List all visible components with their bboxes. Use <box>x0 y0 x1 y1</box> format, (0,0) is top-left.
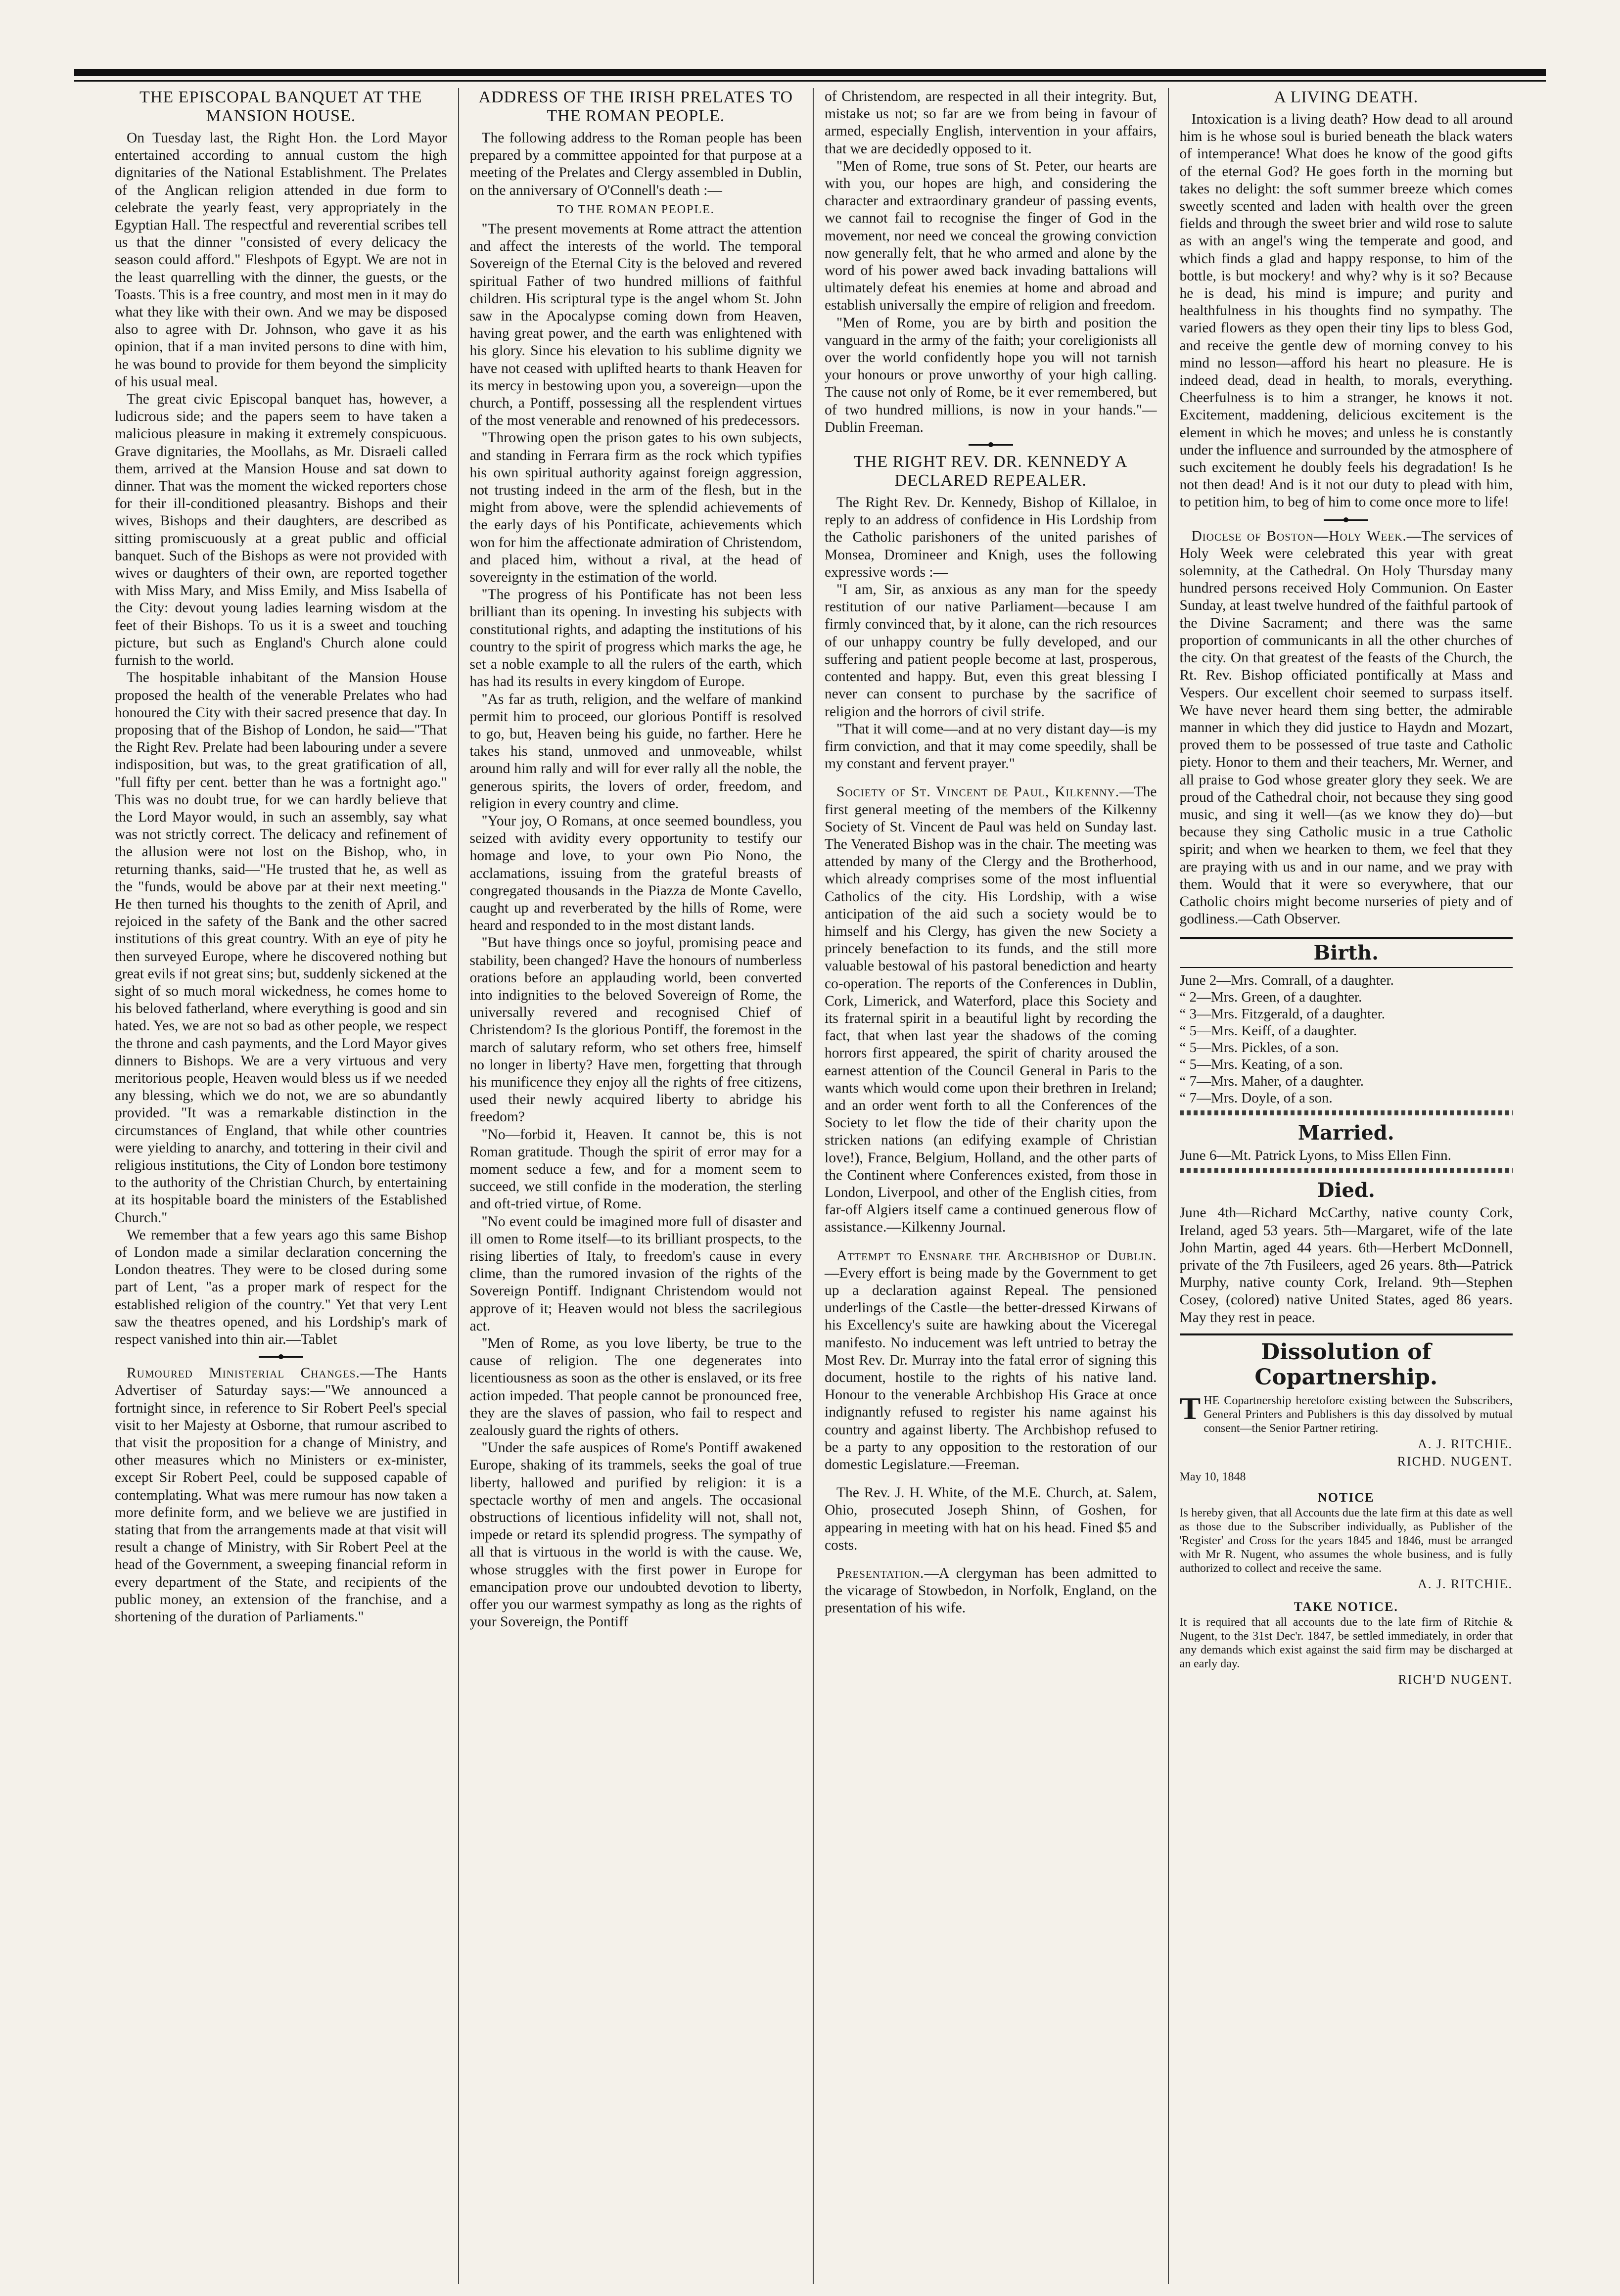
address-continued: of Christendom, are respected in all their integrity. But, mistake us not; so far are we from being in favour of armed, especially English, intervention in your affairs, that we are decidedly opposed to it. <box>825 89 1157 157</box>
svp-paragraph <box>825 783 1157 1236</box>
signature-ritchie-2: A. J. RITCHIE. <box>1418 1577 1513 1592</box>
article-title-kennedy: THE RIGHT REV. DR. KENNEDY A DECLARED REPEALER. <box>854 453 1128 490</box>
signature-ritchie: A. J. RITCHIE. <box>1418 1436 1513 1451</box>
birth-section-head <box>1180 937 1513 968</box>
attempt-text: —Every effort is being made by the Government to get up a declaration against Repeal. The pensioned underlings of the Castle—the better-dressed Kirwans of his Excellency's suite are hawking about the Viceregal manifesto. No inducement was left untried to betray the Most Rev. Dr. Murray into the fatal error of signing this document, hostile to the rights of his native land. Honour to the venerable Archbishop His Grace at once indignantly refused to register his name against his country and against liberty. The Archbishop refused to be a party to any opposition to the restoration of our domestic Legislature.—Freeman. <box>825 1265 1157 1473</box>
banquet-paragraph: The hospitable inhabitant of the Mansion House proposed the health of the venerable Prelates who had honoured the City with their sacred presence that day. In proposing that of the Bishop of London, he said—"That the Right Rev. Prelate had been labouring under a severe indisposition, but was, to the great gratification of all, "full fifty per cent. better than he was a fortnight ago." This was no doubt true, for we can hardly believe that the Lord Mayor would, in such an assembly, say what was not strictly correct. The delicacy and refinement of the allusion were not lost on the Bishop, who, in returning thanks, said—"He trusted that he, as well as the "funds, would be above par at their next meeting." He then turned his thoughts to the zenith of April, and rejoiced in the safety of the Bank and the other sacred institutions of this great country. With an eye of pity he then surveyed Europe, where he discovered nothing but great evils if not great sins; but, suddenly sickened at the sight of so much moral wickedness, he comes home to his beloved fatherland, where everything is good and sin hated. Yes, we are not so bad as other people, we respect the throne and cash payments, and the Lord Mayor gives dinners to Bishops. We are a very virtuous and very meritorious people, Heaven would bless us if we needed any blessing, which we do not, we are so abundantly provided. "It was a remarkable distinction in the circumstances of England, that while other countries were yielding to anarchy, and tottering in their civil and religious institutions, the City of London bore testimony to the authority of the Christian Church, by entertaining at its hospitable board the ministers of the Established Church." <box>115 670 447 1226</box>
address-salutation: TO THE ROMAN PEOPLE. <box>556 203 715 216</box>
birth-item: “ 2—Mrs. Green, of a daughter. <box>1179 989 1362 1006</box>
kennedy-paragraph: "That it will come—and at no very distant day—is my firm conviction, and that it may come speedily, shall be my constant and fervent prayer." <box>825 721 1157 772</box>
rumour-lead: Rumoured Ministerial Changes. <box>127 1365 360 1381</box>
attempt-lead: Attempt to Ensnare the Archbishop of Dublin. <box>836 1247 1157 1264</box>
signature-nugent-2: RICH'D NUGENT. <box>1398 1672 1513 1687</box>
address-paragraph: "As far as truth, religion, and the welfare of mankind permit him to proceed, our glorious Pontiff is resolved to go, but, Heaven being his guide, no farther. Here he takes his stand, unmoved and unmoveable, whilst around him rally and will for ever rally all the noble, the generous spirits, the lovers of order, freedom, and religion in every country and clime. <box>469 691 802 812</box>
address-paragraph: "Under the safe auspices of Rome's Pontiff awakened Europe, shaking of its trammels, seeks the goal of true liberty, hallowed and purified by religion: it is a spectacle worthy of men and angels. The occasional obstructions of licentious infidelity will not, shall not, impede or retard its splendid progress. The sympathy of all that is virtuous in the world is with the cause. We, whose struggles with the first power in Europe for emancipation prove our undoubted devotion to liberty, offer you our warmest sympathy as long as the rights of your Sovereign, the Pontiff <box>469 1440 802 1630</box>
birth-list <box>1180 972 1513 1106</box>
boston-lead: Diocese of Boston—Holy Week. <box>1191 528 1407 544</box>
signature-nugent: RICHD. NUGENT. <box>1397 1454 1513 1469</box>
article-title-living-death: A LIVING DEATH. <box>1274 88 1419 106</box>
address-paragraph: "The present movements at Rome attract the attention and affect the interests of the world. The temporal Sovereign of the Eternal City is the beloved and revered spiritual Father of two hundred millions of faithful children. His scriptural type is the angel whom St. John saw in the Apocalypse coming down from Heaven, having great power, and the earth was enlightened with his glory. Since his elevation to his sublime dignity we have not ceased with uplifted hearts to thank Heaven for its mercy in bestowing upon you, a sovereign—upon the church, a Pontiff, possessing all the resplendent virtues of the most venerable and renowned of his predecessors. <box>469 221 802 429</box>
wavy-rule <box>1180 1168 1513 1173</box>
notice-text: Is hereby given, that all Accounts due the late firm at this date as well as those due to the Subscriber individually, as Publisher of the 'Register' and Cross for the years 1845 and 1846, must be arranged with Mr R. Nugent, who assumes the whole business, and is fully authorized to collect and receive the same. <box>1179 1507 1513 1575</box>
boston-text: —The services of Holy Week were celebrated this year with great solemnity, at the Cathedral. On Holy Thursday many hundred persons received Holy Communion. On Easter Sunday, at least twelve hundred of the faithful partook of the Divine Sacrament; and there was the same proportion of communicants in all the other churches of the city. On that greatest of the feasts of the Church, the Rt. Rev. Bishop officiated pontifically at Mass and Vespers. Our excellent choir seemed to surpass itself. We have never heard them sing better, the admirable manner in which they did justice to Haydn and Mozart, proved them to be possessed of true taste and Catholic piety. Honor to them and their teachers, Mr. Werner, and all praise to God whose greater glory they seek. We are proud of the Cathedral choir, not because they sing good music, and sing it well—(as we know they do)—but because they sing Catholic music in a true Catholic spirit; and when we hearken to them, we feel that they are praying with us and in our name, and we pray with them. Would that it were so everywhere, that our Catholic choirs might become nurseries of piety and of godliness.—Cath Observer. <box>1179 528 1513 927</box>
presentation-lead: Presentation. <box>836 1565 925 1582</box>
dissolution-body: HE Copartnership heretofore existing between the Subscribers, General Printers and Publishers is this day dissolved by mutual consent—the Senior Partner retiring. <box>1203 1394 1513 1435</box>
column-3 <box>814 88 1169 2284</box>
died-paragraph: June 4th—Richard McCarthy, native county Cork, Ireland, aged 53 years. 5th—Margaret, wife of the late John Martin, aged 44 years. 6th—Herbert McDonnell, private of the 7th Fusileers, aged 26 years. 8th—Patrick Murphy, native county Cork, Ireland. 9th—Stephen Cosey, (colored) native United States, aged 86 years. May they rest in peace. <box>1179 1205 1513 1326</box>
banquet-paragraph: On Tuesday last, the Right Hon. the Lord Mayor entertained according to annual custom the high dignitaries of the National Establishment. The Prelates of the Anglican religion attended in due form to celebrate the yearly feast, very appropriately in the Egyptian Hall. The respectful and reverential scribes tell us that the dinner "consisted of every delicacy the season could afford." Fleshpots of Egypt. We are not in the least quarrelling with the dinner, the guests, or the Toasts. This is a free country, and most men in it may do what they like with their own. And we may be disposed also to agree with Dr. Johnson, who gave it as his opinion, that if a man invited persons to dine with him, he was bound to provide for them beyond the simplicity of his usual meal. <box>115 130 447 390</box>
separator <box>1324 519 1368 521</box>
address-intro: The following address to the Roman people has been prepared by a committee appointed for that purpose at a meeting of the Prelates and Clergy assembled in Dublin, on the anniversary of O'Connell's death :— <box>469 130 802 198</box>
attempt-paragraph <box>825 1247 1157 1474</box>
boston-paragraph <box>1180 528 1513 928</box>
column-1 <box>104 88 459 2284</box>
wavy-rule <box>1180 1110 1513 1115</box>
address-continued: "Men of Rome, true sons of St. Peter, our hearts are with you, our hopes are high, and considering the character and extraordinary grandeur of passing events, we cannot fail to recognise the finger of God in the movement, nor need we conceal the growing conviction now generally felt, that he who armed and alone by the word of his power awed back invading battalions will ultimately defeat his enemies at home and abroad and establish universally the empire of religion and freedom. <box>825 158 1157 314</box>
presentation-paragraph <box>825 1565 1157 1617</box>
rumour-paragraph <box>115 1365 447 1626</box>
take-notice-text: It is required that all accounts due to the late firm of Ritchie & Nugent, to the 31st Dec'r. 1847, be settled immediately, in order that any demands which exist against the said firm may be discharged at an early day. <box>1179 1615 1513 1670</box>
address-continued: "Men of Rome, you are by birth and position the vanguard in the army of the faith; your coreligionists all over the world confidently hope you will not tarnish your honours or prove unworthy of your high calling. The cause not only of Rome, be it ever remembered, but of two hundred millions, is now in your hands."—Dublin Freeman. <box>825 315 1157 435</box>
birth-item: “ 5—Mrs. Keating, of a son. <box>1179 1056 1343 1073</box>
notice-heading: NOTICE <box>1317 1490 1375 1505</box>
separator <box>259 1356 303 1358</box>
address-paragraph: "Men of Rome, as you love liberty, be true to the cause of religion. The one degenerates into licentiousness as soon as the other is enslaved, or its free action impeded. That people cannot be pronounced free, they are the slaves of passion, who fail to respect and zealously guard the rights of others. <box>469 1335 802 1439</box>
birth-heading: Birth. <box>1313 941 1379 965</box>
address-paragraph: "But have things once so joyful, promising peace and stability, been changed? Have the honours of numberless orations before an applauding world, been converted into indignities to the beloved Sovereign of Rome, the universally revered and recognised Chief of Christendom? Is the glorious Pontiff, the foremost in the march of salutary reform, who set others free, himself no longer in liberty? Have men, forgetting that through his munificence they enjoy all the rights of free citizens, used their newly acquired liberty to abridge his freedom? <box>469 935 802 1125</box>
address-paragraph: "The progress of his Pontificate has not been less brilliant than its opening. In investing his subjects with constitutional rights, and adapting the institutions of his country to the spirit of progress which marks the age, he set a noble example to all the rulers of the earth, which has had its results in every kingdom of Europe. <box>469 587 802 690</box>
top-rule-thin <box>74 80 1546 82</box>
address-paragraph: "Throwing open the prison gates to his own subjects, and standing in Ferrara firm as the rock which typifies his own spiritual authority against foreign aggression, not trusting indeed in the arm of the flesh, but in the might from above, were the splendid achievements of the early days of his Pontificate, achievements which won for him the affectionate admiration of Christendom, and placed him, without a rival, at the head of sovereignty in the estimation of the world. <box>469 430 802 586</box>
birth-item: “ 5—Mrs. Pickles, of a son. <box>1179 1040 1339 1056</box>
address-paragraph: "No event could be imagined more full of disaster and ill omen to Rome itself—to its brilliant prospects, to the rising liberties of Italy, to freedom's cause in every clime, than the rumored invasion of the rights of the Sovereign Pontiff. Indignant Christendom would not approve of it; Heaven would not bless the sacrilegious act. <box>469 1213 802 1334</box>
kennedy-paragraph: The Right Rev. Dr. Kennedy, Bishop of Killaloe, in reply to an address of confidence in His Lordship from the Catholic parishoners of the united parishes of Monsea, Dromineer and Knigh, uses the following expressive words :— <box>825 495 1157 580</box>
married-item: June 6—Mt. Patrick Lyons, to Miss Ellen Finn. <box>1179 1148 1451 1164</box>
column-2 <box>459 88 814 2284</box>
banquet-paragraph: The great civic Episcopal banquet has, however, a ludicrous side; and the papers seem to have taken a malicious pleasure in making it extremely conspicuous. Grave dignitaries, the Moollahs, as Mr. Disraeli called them, arrived at the Mansion House and sat down to dinner. That was the moment the wicked reporters chose for their ill-conditioned pleasantry. Bishops and their wives, Bishops and their daughters, are described as sitting promiscuously at a great public and official banquet. Such of the Bishops as were not provided with wives or daughters of their own, are reported together with Miss Mary, and Miss Emily, and Miss Isabella of the City: devout young ladies learning wisdom at the feet of their Bishops. To us it is a sweet and touching picture, but such as England's Church alone could furnish to the world. <box>115 391 447 669</box>
columns <box>104 88 1524 2284</box>
married-list <box>1180 1147 1513 1164</box>
dissolution-text <box>1179 1390 1513 1435</box>
died-heading: Died. <box>1317 1179 1375 1202</box>
birth-item: “ 5—Mrs. Keiff, of a daughter. <box>1179 1023 1357 1039</box>
article-title-address: ADDRESS OF THE IRISH PRELATES TO THE ROMAN PEOPLE. <box>478 88 793 125</box>
address-paragraph: "No—forbid it, Heaven. It cannot be, this is not Roman gratitude. Though the spirit of error may for a moment seduce a few, and for a moment seem to succeed, we still confide in the moderation, the sterling and oft-tried virtue, of Rome. <box>469 1126 802 1212</box>
birth-item: “ 7—Mrs. Doyle, of a son. <box>1179 1090 1333 1106</box>
address-paragraph: "Your joy, O Romans, at once seemed boundless, you seized with avidity every opportunity to testify our homage and love, to your own Pio Nono, the acclamations, issuing from the grateful breasts of congregated thousands in the Piazza de Monte Cavello, caught up and reverberated by the hills of Rome, were heard and responded to in the most distant lands. <box>469 813 802 934</box>
banquet-paragraph: We remember that a few years ago this same Bishop of London made a similar declaration concerning the London theatres. They were to be closed during some part of Lent, "as a proper mark of respect for the established religion of the country." Yet that very Lent saw the theatres opened, and his Lordship's mark of respect vanished into thin air.—Tablet <box>115 1227 447 1348</box>
svp-lead: Society of St. Vincent de Paul, Kilkenny. <box>836 784 1120 800</box>
top-rule <box>74 69 1546 76</box>
column-4 <box>1169 88 1524 2284</box>
dissolution-date: May 10, 1848 <box>1179 1470 1246 1484</box>
kennedy-paragraph: "I am, Sir, as anxious as any man for the speedy restitution of our native Parliament—because I am firmly convinced that, by it alone, can the rich resources of our unhappy country be fully developed, and our suffering and patient people become at last, prosperous, contented and happy. But, even this great blessing I never can consent to purchase by the sacrifice of religion and the horrors of civil strife. <box>825 582 1157 720</box>
article-title-banquet: THE EPISCOPAL BANQUET AT THE MANSION HOUSE. <box>139 88 422 125</box>
married-heading: Married. <box>1297 1121 1394 1145</box>
take-notice-heading: TAKE NOTICE. <box>1294 1599 1398 1614</box>
dissolution-heading: Dissolution of Copartnership. <box>1180 1333 1513 1390</box>
birth-item: “ 7—Mrs. Maher, of a daughter. <box>1179 1073 1364 1090</box>
living-death-paragraph: Intoxication is a living death? How dead to all around him is he whose soul is buried beneath the black waters of intemperance! What does he know of the good gifts of the eternal God? He goes forth in the morning but takes no delight: the soft summer breeze which comes sweetly scented and laden with health over the green fields and through the sweet brier and wild rose to salute as with an angel's wing the temperate and good, and which finds a glad and happy response, to him of the bottle, is but mockery! and why? why is it so? Because he is dead, his mind is impure; and purity and healthfulness in his thoughts find no sympathy. The varied flowers as they open their tiny lips to bless God, and receive the gentle dew of morning convey to his mind no lesson—afford his heart no pleasure. He is indeed dead, dead in health, to morals, everything. Cheerfulness is to him a stranger, he knows it not. Excitement, maddening, delicious excitement is the element in which he moves; and unless he is constantly under the influence and surrounded by the atmosphere of such excitement he doubly feels his degradation! Is he not then dead! And is it not our duty to plead with him, to petition him, to beg of him to come once more to life! <box>1179 111 1513 510</box>
dropcap-letter: T <box>1179 1390 1201 1426</box>
birth-item: “ 3—Mrs. Fitzgerald, of a daughter. <box>1179 1006 1386 1022</box>
separator <box>969 444 1013 446</box>
white-paragraph: The Rev. J. H. White, of the M.E. Church, at. Salem, Ohio, prosecuted Joseph Shinn, of Goshen, for appearing in meeting with hat on his head. Fined $5 and costs. <box>825 1485 1157 1553</box>
presentation-text: —A clergyman has been admitted to the vicarage of Stowbedon, in Norfolk, England, on the presentation of his wife. <box>825 1565 1157 1616</box>
birth-item: June 2—Mrs. Comrall, of a daughter. <box>1179 972 1394 989</box>
rumour-text: —The Hants Advertiser of Saturday says:—"We announced a fortnight since, in reference to Sir Robert Peel's special visit to her Majesty at Osborne, that rumour ascribed to that visit the proposition for a change of Ministry, and other measures which no Ministers or ex-minister, except Sir Robert Peel, could be supposed capable of contemplating. What was mere rumour has now taken a more definite form, and we believe we are justified in stating that from the arrangements made at that visit will result a change of Ministry, with Sir Robert Peel at the head of the Government, a sweeping financial reform in every department of the State, and recipients of the public money, an extension of the franchise, and a shortening of the duration of Parliaments." <box>115 1365 447 1625</box>
svp-text: —The first general meeting of the members of the Kilkenny Society of St. Vincent de Paul was held on Sunday last. The Venerated Bishop was in the chair. The meeting was attended by many of the Clergy and the Brotherhood, which already comprises some of the most influential Catholics of the city. His Lordship, with a wise anticipation of the aid such a society would be to himself and his Clergy, has given the new Society a princely benefaction to its funds, and the still more valuable bestowal of his pastoral benediction and hearty co-operation. The reports of the Conferences in Dublin, Cork, Limerick, and Waterford, place this Society and its fraternal spirit in a beautiful light by recording the fact, that when last year the shadows of the coming horrors first appeared, the spirit of charity aroused the earnest attention of the Council General in Paris to the wants which would come upon their brethren in Ireland; and an order went forth to all the Conferences of the Society to let flow the tide of their charity upon the stricken nations (an edifying example of Christian love!), France, Belgium, Holland, and the other parts of the Continent where Conferences existed, from those in London, Liverpool, and other of the English cities, from far-off Algiers itself came a continued generous flow of assistance.—Kilkenny Journal. <box>825 784 1157 1236</box>
